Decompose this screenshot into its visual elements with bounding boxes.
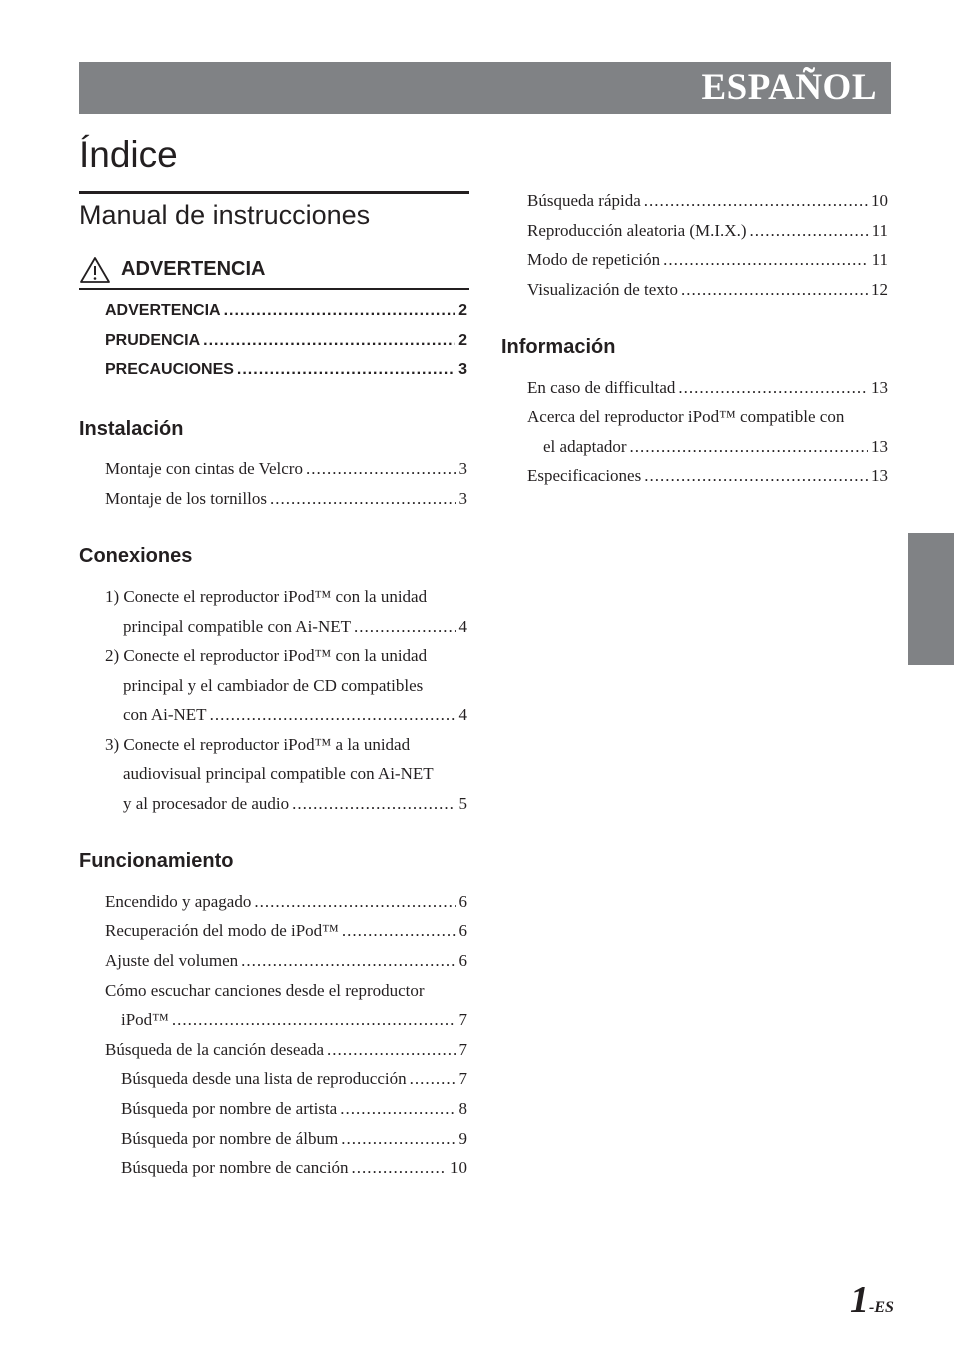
- toc-entry[interactable]: [123, 793, 467, 815]
- leader-dots: [630, 436, 868, 458]
- section-heading-conexiones: Conexiones: [79, 545, 193, 567]
- leader-dots: [172, 1009, 456, 1031]
- toc-entry-label: Visualización de texto: [527, 280, 678, 299]
- toc-entry-page: 3: [458, 459, 467, 478]
- toc-entry-page: 3: [458, 361, 467, 378]
- leader-dots: [644, 190, 868, 212]
- toc-entry-label: Cómo escuchar canciones desde el reproductor: [105, 981, 425, 1000]
- toc-entry-page: 11: [871, 250, 888, 269]
- toc-entry[interactable]: [123, 616, 467, 638]
- item-number: 3): [105, 735, 120, 754]
- toc-entry[interactable]: [527, 220, 888, 242]
- leader-dots: [306, 458, 456, 480]
- toc-entry-label: PRECAUCIONES: [105, 361, 234, 378]
- divider: [79, 191, 469, 194]
- toc-entry[interactable]: [105, 488, 467, 510]
- leader-dots: [237, 359, 455, 381]
- toc-entry-label: Búsqueda por nombre de álbum: [121, 1129, 339, 1148]
- toc-entry-page: 9: [458, 1129, 467, 1148]
- toc-entry-label: principal compatible con Ai-NET: [123, 617, 352, 636]
- toc-entry-label: Conecte el reproductor iPod™ a la unidad: [123, 735, 411, 754]
- page-number-suffix: -ES: [869, 1299, 894, 1316]
- toc-entry-line[interactable]: [105, 645, 427, 667]
- page-title: Índice: [79, 134, 178, 175]
- section-heading-funcionamiento: Funcionamiento: [79, 850, 234, 872]
- manual-title: Manual de instrucciones: [79, 200, 371, 230]
- toc-entry[interactable]: [105, 330, 467, 352]
- toc-entry-label: Búsqueda por nombre de canción: [121, 1158, 349, 1177]
- toc-entry-page: 8: [458, 1099, 467, 1118]
- toc-entry-page: 7: [458, 1040, 467, 1059]
- leader-dots: [224, 300, 456, 322]
- leader-dots: [750, 220, 869, 242]
- leader-dots: [352, 1157, 447, 1179]
- toc-entry-page: 2: [458, 332, 467, 349]
- toc-entry-label: y al procesador de audio: [123, 794, 290, 813]
- leader-dots: [341, 1128, 455, 1150]
- toc-entry[interactable]: [123, 704, 467, 726]
- toc-entry-label: Acerca del reproductor iPod™ compatible con: [527, 407, 845, 426]
- toc-subentry[interactable]: [121, 1098, 467, 1120]
- toc-entry-line[interactable]: [105, 586, 427, 608]
- toc-entry-page: 6: [458, 951, 467, 970]
- toc-entry-page: 4: [458, 617, 467, 636]
- toc-entry-label: Búsqueda desde una lista de reproducción: [121, 1069, 407, 1088]
- toc-entry-label: Montaje de los tornillos: [105, 489, 267, 508]
- toc-entry[interactable]: [105, 920, 467, 942]
- toc-entry-page: 7: [458, 1069, 467, 1088]
- leader-dots: [241, 950, 455, 972]
- toc-entry-line[interactable]: [123, 763, 434, 785]
- toc-entry-page: 13: [871, 466, 888, 485]
- toc-entry[interactable]: [105, 1039, 467, 1061]
- toc-entry[interactable]: [105, 359, 467, 381]
- leader-dots: [340, 1098, 455, 1120]
- toc-entry-label: Búsqueda de la canción deseada: [105, 1040, 325, 1059]
- toc-subentry[interactable]: [121, 1068, 467, 1090]
- toc-entry-label: Recuperación del modo de iPod™: [105, 921, 339, 940]
- toc-entry[interactable]: [105, 300, 467, 322]
- toc-entry[interactable]: [527, 377, 888, 399]
- toc-entry-page: 6: [458, 921, 467, 940]
- side-tab: [908, 533, 954, 665]
- leader-dots: [410, 1068, 456, 1090]
- toc-entry-line[interactable]: [527, 406, 844, 428]
- toc-entry-page: 4: [458, 705, 467, 724]
- toc-entry[interactable]: [543, 436, 888, 458]
- advertencia-heading: [79, 256, 469, 286]
- toc-entry-line[interactable]: [105, 980, 425, 1002]
- item-number: 1): [105, 587, 120, 606]
- toc-entry-page: 3: [458, 489, 467, 508]
- leader-dots: [663, 249, 868, 271]
- toc-entry-label: iPod™: [121, 1010, 169, 1029]
- section-heading-instalacion: Instalación: [79, 418, 184, 440]
- toc-entry-label: PRUDENCIA: [105, 332, 201, 349]
- toc-entry-label: Encendido y apagado: [105, 892, 252, 911]
- toc-entry-label: Montaje con cintas de Velcro: [105, 459, 303, 478]
- toc-entry-line[interactable]: [123, 675, 423, 697]
- advertencia-heading-label: ADVERTENCIA: [121, 258, 266, 280]
- toc-entry-label: audiovisual principal compatible con Ai-NET: [123, 764, 434, 783]
- page-number-value: 1: [850, 1279, 869, 1321]
- leader-dots: [292, 793, 455, 815]
- toc-entry-page: 11: [871, 221, 888, 240]
- toc-entry-page: 10: [450, 1158, 467, 1177]
- leader-dots: [210, 704, 456, 726]
- divider: [79, 288, 469, 290]
- toc-entry-page: 6: [458, 892, 467, 911]
- toc-subentry[interactable]: [527, 190, 888, 212]
- toc-entry-page: 13: [871, 378, 888, 397]
- toc-subentry[interactable]: [121, 1157, 467, 1179]
- leader-dots: [354, 616, 455, 638]
- toc-entry-label: Modo de repetición: [527, 250, 661, 269]
- leader-dots: [681, 279, 868, 301]
- toc-entry[interactable]: [527, 279, 888, 301]
- leader-dots: [678, 377, 868, 399]
- toc-entry-label: Conecte el reproductor iPod™ con la unidad: [123, 587, 428, 606]
- toc-entry-page: 7: [458, 1010, 467, 1029]
- toc-entry-label: Reproducción aleatoria (M.I.X.): [527, 221, 747, 240]
- toc-entry-label: Ajuste del volumen: [105, 951, 239, 970]
- toc-entry[interactable]: [527, 465, 888, 487]
- section-heading-informacion: Información: [501, 336, 616, 358]
- leader-dots: [203, 330, 455, 352]
- toc-entry[interactable]: [527, 249, 888, 271]
- toc-entry-label: Conecte el reproductor iPod™ con la unidad: [123, 646, 428, 665]
- toc-entry-label: ADVERTENCIA: [105, 302, 221, 319]
- toc-entry-page: 5: [458, 794, 467, 813]
- toc-entry-label: Especificaciones: [527, 466, 642, 485]
- toc-entry-label: el adaptador: [543, 437, 627, 456]
- toc-entry-label: Búsqueda rápida: [527, 191, 641, 210]
- toc-entry[interactable]: [121, 1009, 467, 1031]
- toc-entry-page: 13: [871, 437, 888, 456]
- toc-subentry[interactable]: [121, 1128, 467, 1150]
- toc-entry-page: 10: [871, 191, 888, 210]
- item-number: 2): [105, 646, 120, 665]
- toc-entry[interactable]: [105, 891, 467, 913]
- toc-entry[interactable]: [105, 950, 467, 972]
- page-number: [850, 1278, 894, 1322]
- leader-dots: [327, 1039, 455, 1061]
- warning-icon: [79, 256, 111, 284]
- toc-entry[interactable]: [105, 458, 467, 480]
- toc-entry-page: 12: [871, 280, 888, 299]
- leader-dots: [644, 465, 868, 487]
- toc-entry-label: principal y el cambiador de CD compatibles: [123, 676, 424, 695]
- toc-entry-line[interactable]: [105, 734, 410, 756]
- toc-entry-label: En caso de difficultad: [527, 378, 676, 397]
- toc-entry-page: 2: [458, 302, 467, 319]
- language-banner: [79, 62, 891, 114]
- leader-dots: [342, 920, 456, 942]
- leader-dots: [254, 891, 455, 913]
- toc-entry-label: con Ai-NET: [123, 705, 207, 724]
- language-label: ESPAÑOL: [701, 67, 877, 108]
- toc-entry-label: Búsqueda por nombre de artista: [121, 1099, 338, 1118]
- leader-dots: [270, 488, 456, 510]
